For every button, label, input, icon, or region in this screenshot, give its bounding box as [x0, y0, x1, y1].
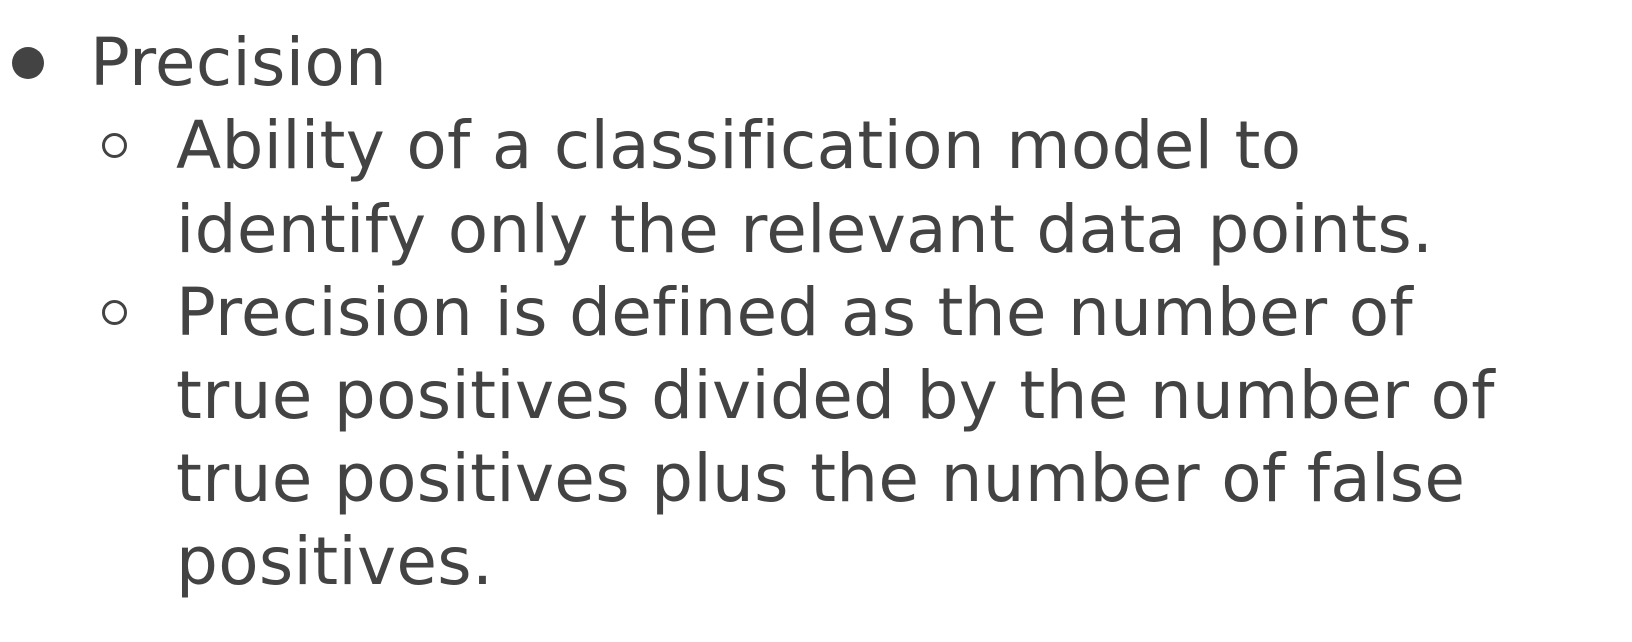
sub-bullet-line: Precision is defined as the number of	[176, 274, 1413, 351]
sub-bullet-line: true positives divided by the number of	[176, 357, 1495, 434]
sub-bullet-line: identify only the relevant data points.	[176, 191, 1434, 268]
hollow-bullet-icon	[102, 300, 127, 325]
hollow-bullet-icon	[102, 133, 127, 158]
sub-bullet-line: positives.	[176, 523, 494, 600]
filled-bullet-icon	[12, 47, 44, 79]
sub-bullet-line: Ability of a classification model to	[176, 107, 1302, 184]
sub-bullet-line: true positives plus the number of false	[176, 440, 1466, 517]
bullet-heading: Precision	[90, 24, 388, 101]
